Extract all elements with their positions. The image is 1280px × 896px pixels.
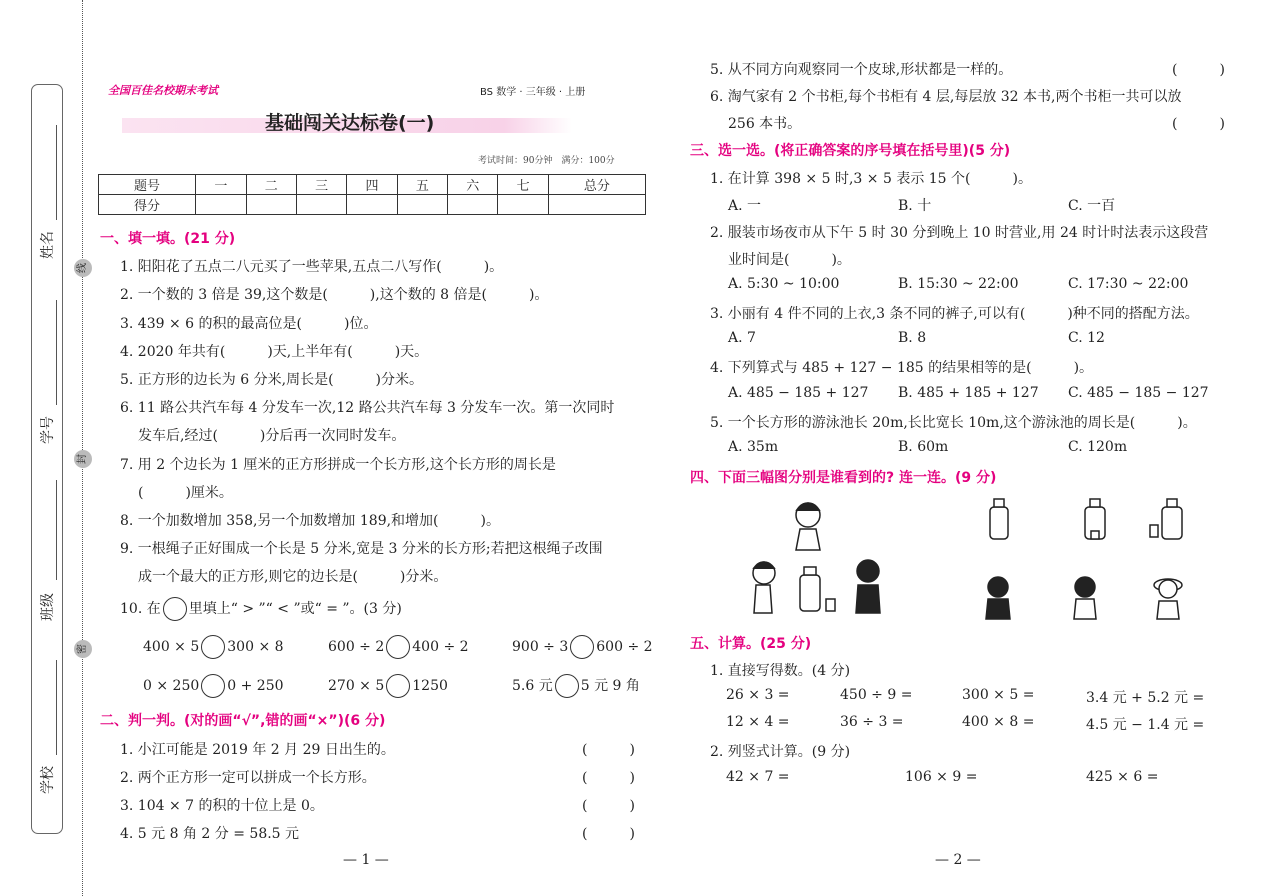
- question: 1. 在计算 398 × 5 时,3 × 5 表示 15 个( )。: [710, 171, 1032, 187]
- thermos-icon: [800, 567, 835, 611]
- question: 2. 两个正方形一定可以拼成一个长方形。: [120, 770, 376, 786]
- answer-paren[interactable]: ( ): [1172, 116, 1225, 132]
- compare-circle[interactable]: [201, 635, 225, 659]
- score-cell[interactable]: [448, 195, 498, 215]
- question: 4. 5 元 8 角 2 分 = 58.5 元: [120, 826, 300, 842]
- answer-paren[interactable]: ( ): [1172, 62, 1225, 78]
- oral-calc: 450 ÷ 9 =: [840, 687, 913, 703]
- table-header: 题号: [99, 175, 196, 195]
- table-header: 五: [397, 175, 447, 195]
- answer-paren[interactable]: ( ): [582, 826, 635, 842]
- question: 5. 一个长方形的游泳池长 20m,长比宽长 10m,这个游泳池的周长是( )。: [710, 415, 1197, 431]
- question: 1. 直接写得数。(4 分): [710, 663, 851, 679]
- subject-label: BS 数学 · 三年级 · 上册: [480, 87, 586, 98]
- compare-circle[interactable]: [555, 674, 579, 698]
- question-10: [120, 597, 402, 621]
- oral-calc: 26 × 3 =: [726, 687, 790, 703]
- option: A. 5:30 ~ 10:00: [728, 276, 840, 292]
- vertical-calc: 106 × 9 =: [905, 769, 978, 785]
- page-number: — 2 —: [935, 852, 981, 868]
- compare-circle[interactable]: [386, 635, 410, 659]
- compare-circle[interactable]: [201, 674, 225, 698]
- section-3-title: 三、选一选。(将正确答案的序号填在括号里)(5 分): [690, 143, 1011, 159]
- option: A. 7: [728, 330, 756, 346]
- option: B. 十: [898, 198, 932, 214]
- thermos-view-2: [1085, 499, 1105, 539]
- option: C. 12: [1068, 330, 1105, 346]
- score-table: [98, 174, 646, 215]
- option: A. 一: [728, 198, 762, 214]
- score-row-label: 得分: [99, 195, 196, 215]
- oral-calc: 4.5 元 − 1.4 元 =: [1086, 717, 1205, 733]
- thermos-view-1: [990, 499, 1008, 539]
- boy-right-figure: [856, 560, 880, 613]
- page-title: 基础闯关达标卷(一): [265, 112, 435, 134]
- question: 2. 服装市场夜市从下午 5 时 30 分到晚上 10 时营业,用 24 时计时法表示这段营: [710, 225, 1209, 241]
- expr-right: 5 元 9 角: [580, 678, 640, 694]
- score-cell[interactable]: [397, 195, 447, 215]
- circle-icon: [163, 597, 187, 621]
- observation-illustration: [740, 495, 1250, 625]
- score-cell[interactable]: [196, 195, 246, 215]
- question: 4. 2020 年共有( )天,上半年有( )天。: [120, 344, 429, 360]
- q10-text: 里填上“ > ”“ < ”或“ = ”。(3 分): [188, 601, 402, 617]
- option: C. 一百: [1068, 198, 1116, 214]
- expr-left: 900 ÷ 3: [512, 639, 569, 655]
- question: 2. 列竖式计算。(9 分): [710, 744, 851, 760]
- score-cell[interactable]: [347, 195, 397, 215]
- score-cell[interactable]: [296, 195, 346, 215]
- oral-calc: 400 × 8 =: [962, 714, 1035, 730]
- table-header: 六: [448, 175, 498, 195]
- seal-secret: 密: [74, 640, 92, 658]
- question: 8. 一个加数增加 358,另一个加数增加 189,和增加( )。: [120, 513, 500, 529]
- question: 3. 小丽有 4 件不同的上衣,3 条不同的裤子,可以有( )种不同的搭配方法。: [710, 306, 1199, 322]
- oral-calc: 300 × 5 =: [962, 687, 1035, 703]
- child-dark-figure: [986, 577, 1010, 619]
- answer-paren[interactable]: ( ): [582, 798, 635, 814]
- student-id-label: 学号: [40, 416, 56, 444]
- score-cell[interactable]: [246, 195, 296, 215]
- child-side-figure: [1074, 577, 1096, 619]
- section-1-title: 一、填一填。(21 分): [100, 231, 236, 247]
- oral-calc: 3.4 元 + 5.2 元 =: [1086, 690, 1205, 706]
- question: 3. 439 × 6 的积的最高位是( )位。: [120, 316, 378, 332]
- exam-series: 全国百佳名校期末考试: [108, 84, 218, 97]
- table-header: 二: [246, 175, 296, 195]
- class-label: 班级: [40, 593, 56, 621]
- question: 6. 淘气家有 2 个书柜,每个书柜有 4 层,每层放 32 本书,两个书柜一共可以放: [710, 89, 1182, 105]
- school-field[interactable]: [56, 660, 57, 755]
- option: B. 8: [898, 330, 927, 346]
- question: 1. 阳阳花了五点二八元买了一些苹果,五点二八写作( )。: [120, 259, 504, 275]
- girl-hat-figure: [1154, 579, 1182, 619]
- question: 4. 下列算式与 485 + 127 − 185 的结果相等的是( )。: [710, 360, 1094, 376]
- table-header: 总分: [548, 175, 645, 195]
- section-2-title: 二、判一判。(对的画“√”,错的画“×”)(6 分): [100, 713, 386, 729]
- seal-seal: 封: [74, 450, 92, 468]
- question: 3. 104 × 7 的积的十位上是 0。: [120, 798, 324, 814]
- girl-front-figure: [796, 503, 820, 550]
- question-cont: 256 本书。: [728, 116, 802, 132]
- question-cont: ( )厘米。: [138, 485, 233, 501]
- name-field[interactable]: [56, 125, 57, 220]
- question: 1. 小江可能是 2019 年 2 月 29 日出生的。: [120, 742, 395, 758]
- page-number: — 1 —: [343, 852, 389, 868]
- section-5-title: 五、计算。(25 分): [690, 636, 812, 652]
- school-label: 学校: [40, 766, 56, 794]
- table-header: 三: [296, 175, 346, 195]
- option: A. 35m: [728, 439, 779, 455]
- expr-left: 270 × 5: [328, 678, 385, 694]
- answer-paren[interactable]: ( ): [582, 770, 635, 786]
- girl-left-figure: [753, 562, 775, 613]
- question: 5. 从不同方向观察同一个皮球,形状都是一样的。: [710, 62, 1013, 78]
- table-header: 一: [196, 175, 246, 195]
- section-4-title: 四、下面三幅图分别是谁看到的? 连一连。(9 分): [690, 470, 997, 486]
- question-cont: 发车后,经过( )分后再一次同时发车。: [138, 428, 406, 444]
- option: C. 17:30 ~ 22:00: [1068, 276, 1189, 292]
- question: 7. 用 2 个边长为 1 厘米的正方形拼成一个长方形,这个长方形的周长是: [120, 457, 556, 473]
- expr-right: 1250: [412, 678, 448, 694]
- expr-left: 0 × 250: [143, 678, 200, 694]
- name-label: 姓名: [40, 231, 56, 259]
- compare-circle[interactable]: [386, 674, 410, 698]
- table-header: 七: [498, 175, 548, 195]
- option: B. 15:30 ~ 22:00: [898, 276, 1019, 292]
- expr-right: 300 × 8: [227, 639, 284, 655]
- expr-right: 600 ÷ 2: [596, 639, 653, 655]
- student-info-box: [31, 84, 63, 834]
- oral-calc: 36 ÷ 3 =: [840, 714, 904, 730]
- option: B. 60m: [898, 439, 949, 455]
- expr-left: 400 × 5: [143, 639, 200, 655]
- class-field[interactable]: [56, 480, 57, 580]
- option: A. 485 − 185 + 127: [728, 385, 869, 401]
- vertical-calc: 425 × 6 =: [1086, 769, 1159, 785]
- compare-circle[interactable]: [570, 635, 594, 659]
- exam-info: 考试时间：90分钟 满分：100分: [478, 156, 615, 166]
- score-cell[interactable]: [498, 195, 548, 215]
- score-cell[interactable]: [548, 195, 645, 215]
- question: 9. 一根绳子正好围成一个长是 5 分米,宽是 3 分米的长方形;若把这根绳子改围: [120, 541, 603, 557]
- student-id-field[interactable]: [56, 300, 57, 405]
- table-header: 四: [347, 175, 397, 195]
- option: C. 120m: [1068, 439, 1128, 455]
- question-cont: 业时间是( )。: [728, 252, 851, 268]
- question: 2. 一个数的 3 倍是 39,这个数是( ),这个数的 8 倍是( )。: [120, 287, 549, 303]
- question-cont: 成一个最大的正方形,则它的边长是( )分米。: [138, 569, 448, 585]
- question: 6. 11 路公共汽车每 4 分发车一次,12 路公共汽车每 3 分发车一次。第一次同时: [120, 400, 615, 416]
- oral-calc: 12 × 4 =: [726, 714, 790, 730]
- expr-right: 0 + 250: [227, 678, 284, 694]
- expr-right: 400 ÷ 2: [412, 639, 469, 655]
- answer-paren[interactable]: ( ): [582, 742, 635, 758]
- seal-line: 线: [74, 259, 92, 277]
- expr-left: 5.6 元: [512, 678, 553, 694]
- q10-prefix: 10. 在: [120, 601, 161, 617]
- option: B. 485 + 185 + 127: [898, 385, 1039, 401]
- cut-line: [82, 0, 83, 896]
- expr-left: 600 ÷ 2: [328, 639, 385, 655]
- question: 5. 正方形的边长为 6 分米,周长是( )分米。: [120, 372, 423, 388]
- option: C. 485 − 185 − 127: [1068, 385, 1209, 401]
- vertical-calc: 42 × 7 =: [726, 769, 790, 785]
- thermos-view-3: [1150, 499, 1182, 539]
